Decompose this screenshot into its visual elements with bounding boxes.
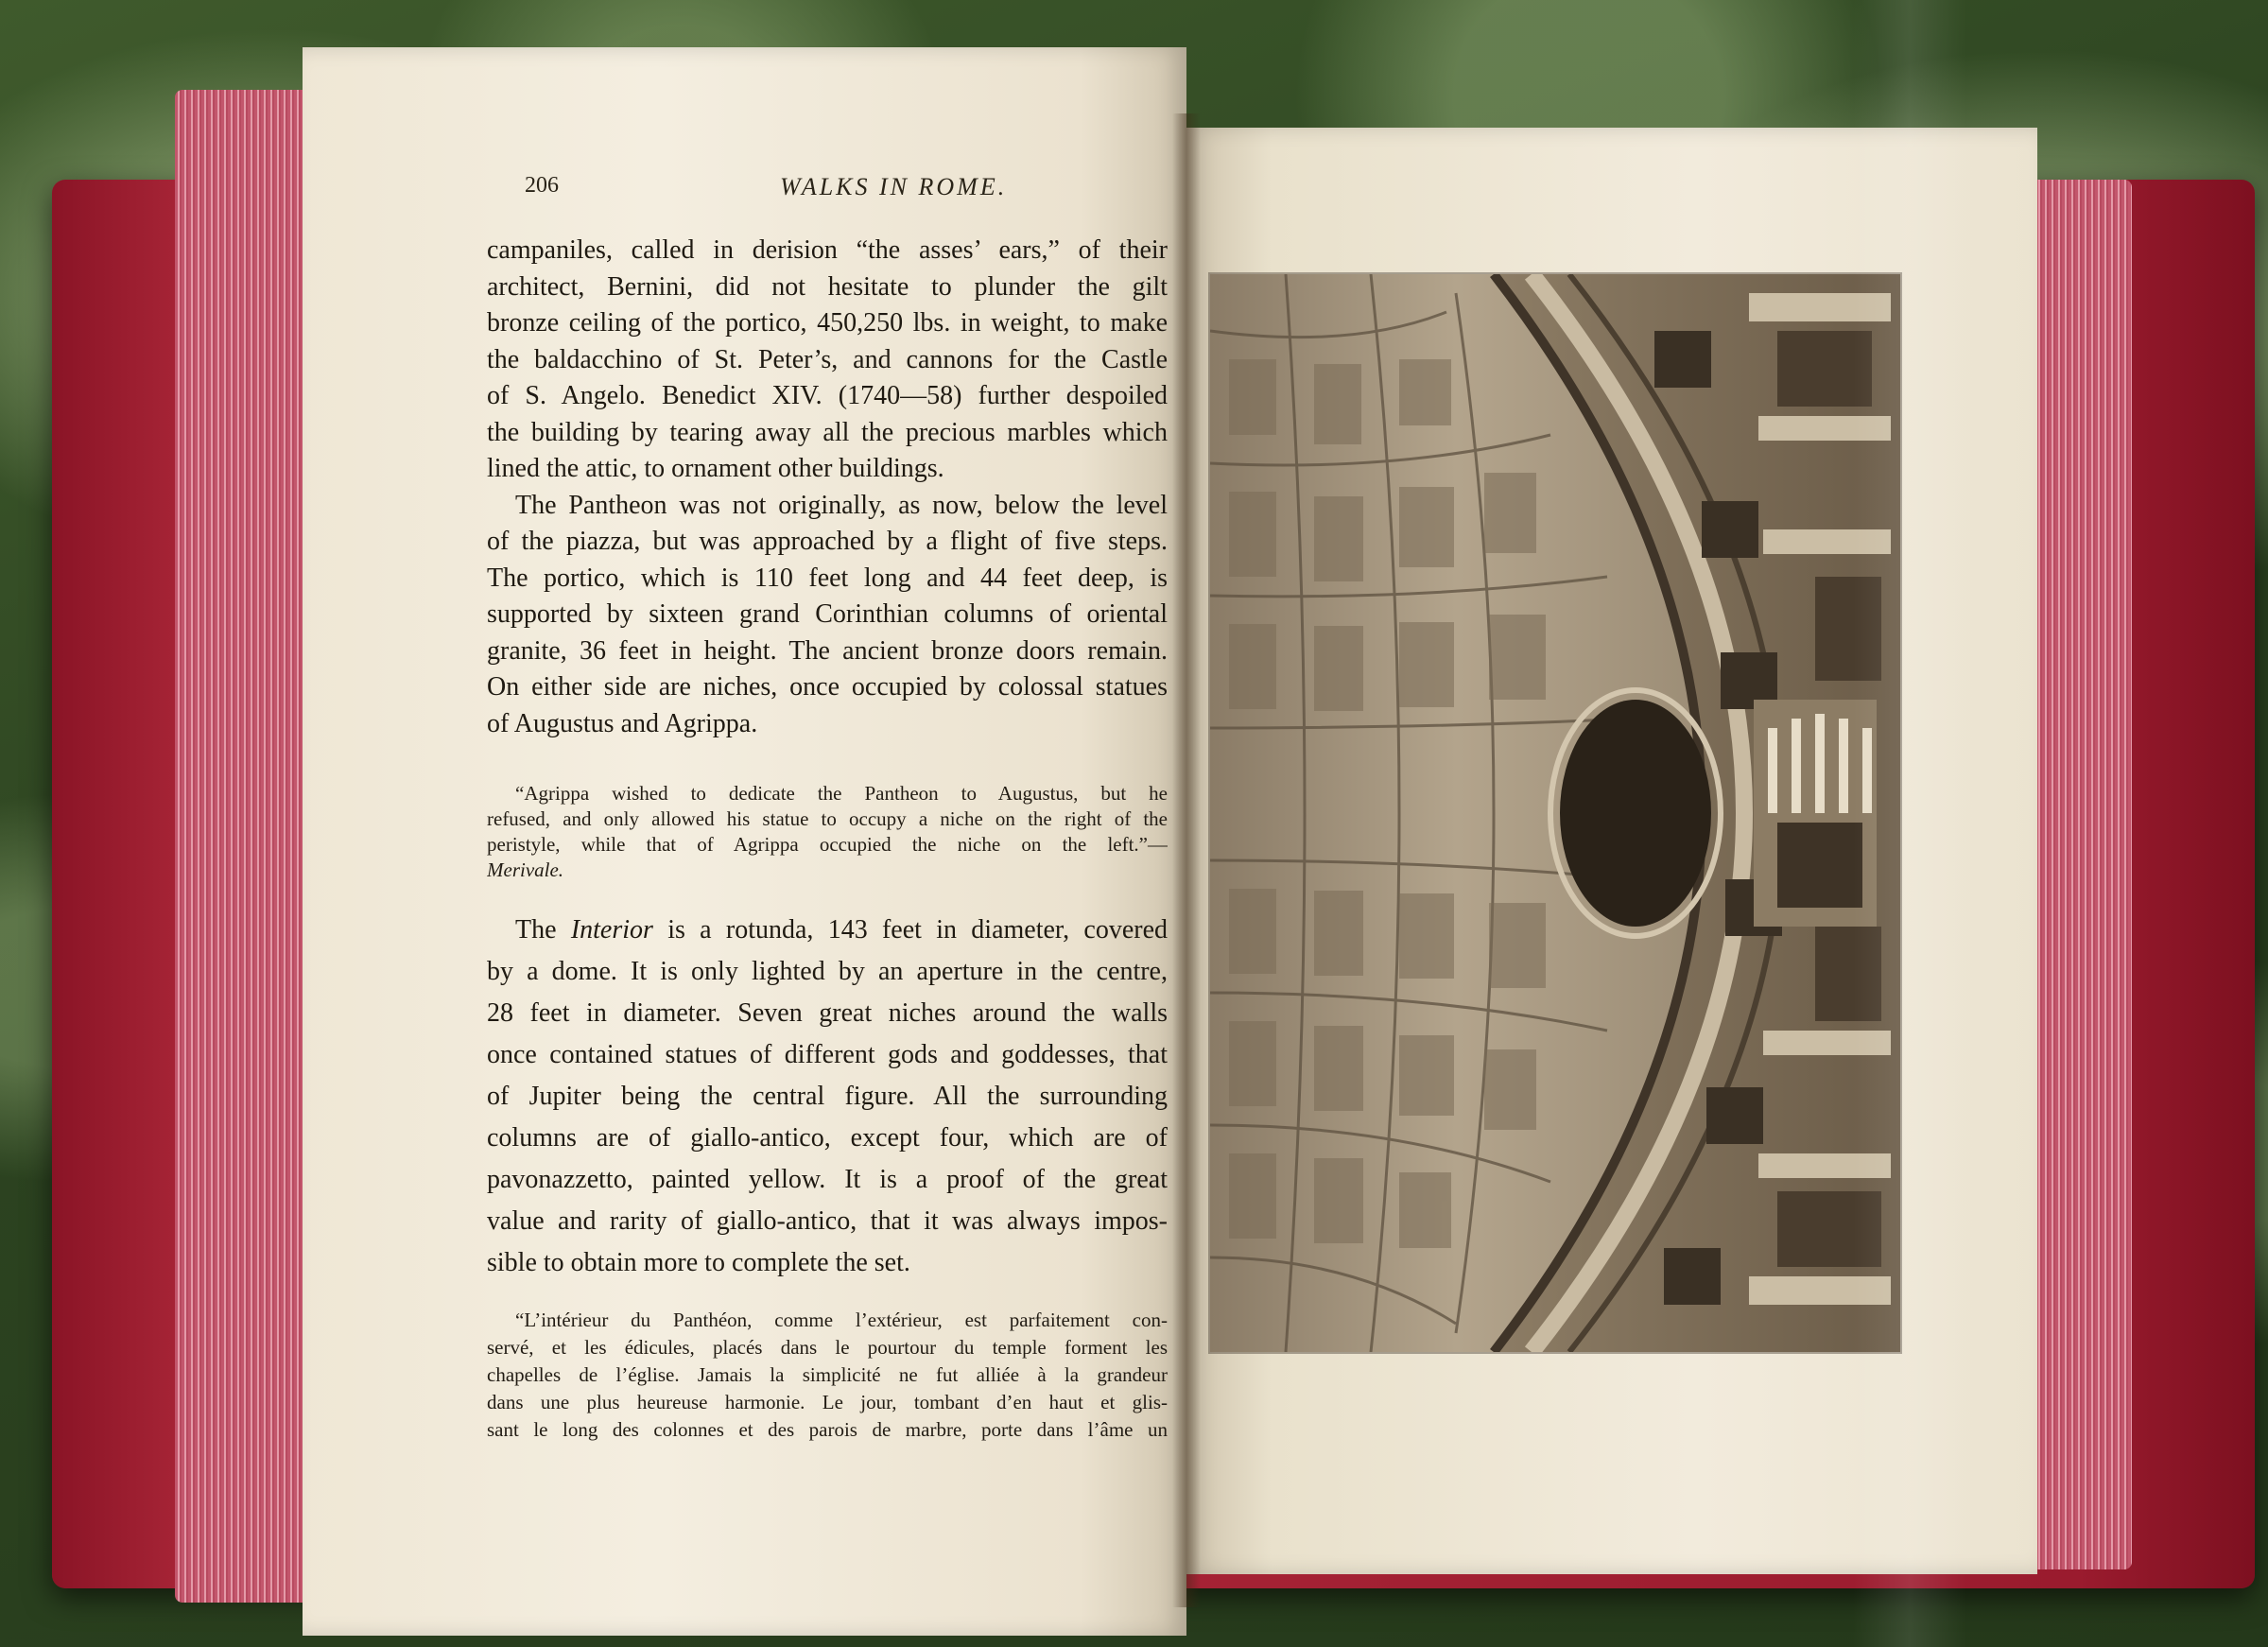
quote-line: sant le long des colonnes et des parois de marbre, porte dans l’âme un xyxy=(487,1418,1168,1441)
text-line: of Jupiter being the central figure. All the surrounding xyxy=(487,1082,1168,1111)
text-line: lined the attic, to ornament other buildings. xyxy=(487,454,944,483)
interior-heading: Interior xyxy=(570,915,653,945)
text-line: columns are of giallo-antico, except four, which are of xyxy=(487,1123,1168,1153)
text-run: is a rotunda, 143 feet in diameter, covered xyxy=(652,915,1168,945)
text-line: architect, Bernini, did not hesitate to plunder the gilt xyxy=(487,271,1168,302)
text-line: by a dome. It is only lighted by an aperture in the centre, xyxy=(487,957,1168,986)
quote-line: servé, et les édicules, placés dans le pourtour du temple forment les xyxy=(487,1336,1168,1359)
page-header xyxy=(525,173,1186,211)
text-line: once contained statues of different gods and goddesses, that xyxy=(487,1040,1168,1069)
photo-illustration xyxy=(1210,274,1900,1352)
text-line: of the piazza, but was approached by a flight of five steps. xyxy=(487,527,1168,556)
running-title: WALKS IN ROME. xyxy=(780,173,1008,200)
text-line: value and rarity of giallo-antico, that it was always impos- xyxy=(487,1206,1168,1236)
text-line: the baldacchino of St. Peter’s, and cannons for the Castle xyxy=(487,344,1168,374)
text-line: pavonazzetto, painted yellow. It is a proof of the great xyxy=(487,1165,1168,1194)
text-line xyxy=(487,910,1168,951)
block-quote-merivale xyxy=(487,781,1168,883)
book-gutter xyxy=(1172,113,1201,1607)
text-line: 28 feet in diameter. Seven great niches around the walls xyxy=(487,998,1168,1028)
quote-line: “L’intérieur du Panthéon, comme l’extérieur, est parfaitement con- xyxy=(515,1309,1168,1331)
quote-line: refused, and only allowed his statue to occupy a niche on the right of the xyxy=(487,807,1168,830)
text-line: of Augustus and Agrippa. xyxy=(487,708,758,738)
quote-source: Merivale. xyxy=(487,858,564,881)
text-line: of S. Angelo. Benedict XIV. (1740—58) further despoiled xyxy=(487,381,1168,410)
glass-glare xyxy=(1853,0,1966,1647)
page-edges-left xyxy=(175,90,317,1603)
quote-line: dans une plus heureuse harmonie. Le jour, tombant d’en haut et glis- xyxy=(487,1391,1168,1413)
text-line: The portico, which is 110 feet long and 44 feet deep, is xyxy=(487,563,1168,593)
body-text-top xyxy=(487,233,1168,742)
text-line: bronze ceiling of the portico, 450,250 lbs. in weight, to make xyxy=(487,308,1168,338)
text-line: campaniles, called in derision “the asses’ ears,” of their xyxy=(487,235,1168,265)
page-number: 206 xyxy=(525,173,559,198)
quote-line: chapelles de l’église. Jamais la simplicité ne fut alliée à la grandeur xyxy=(487,1363,1168,1386)
text-line: On either side are niches, once occupied by colossal statues xyxy=(487,672,1168,702)
text-run: The xyxy=(515,915,571,945)
text-line: sible to obtain more to complete the set. xyxy=(487,1248,910,1277)
block-quote-french xyxy=(487,1307,1168,1444)
pantheon-interior-photograph xyxy=(1210,274,1900,1352)
quote-line: peristyle, while that of Agrippa occupied the niche on the left.”— xyxy=(487,833,1168,856)
text-line: supported by sixteen grand Corinthian columns of oriental xyxy=(487,599,1168,629)
body-text-interior xyxy=(487,910,1168,1284)
text-line: The Pantheon was not originally, as now, below the level xyxy=(515,490,1168,520)
quote-line: “Agrippa wished to dedicate the Pantheon to Augustus, but he xyxy=(515,782,1168,805)
text-line: granite, 36 feet in height. The ancient bronze doors remain. xyxy=(487,635,1168,666)
text-line: the building by tearing away all the precious marbles which xyxy=(487,417,1168,447)
